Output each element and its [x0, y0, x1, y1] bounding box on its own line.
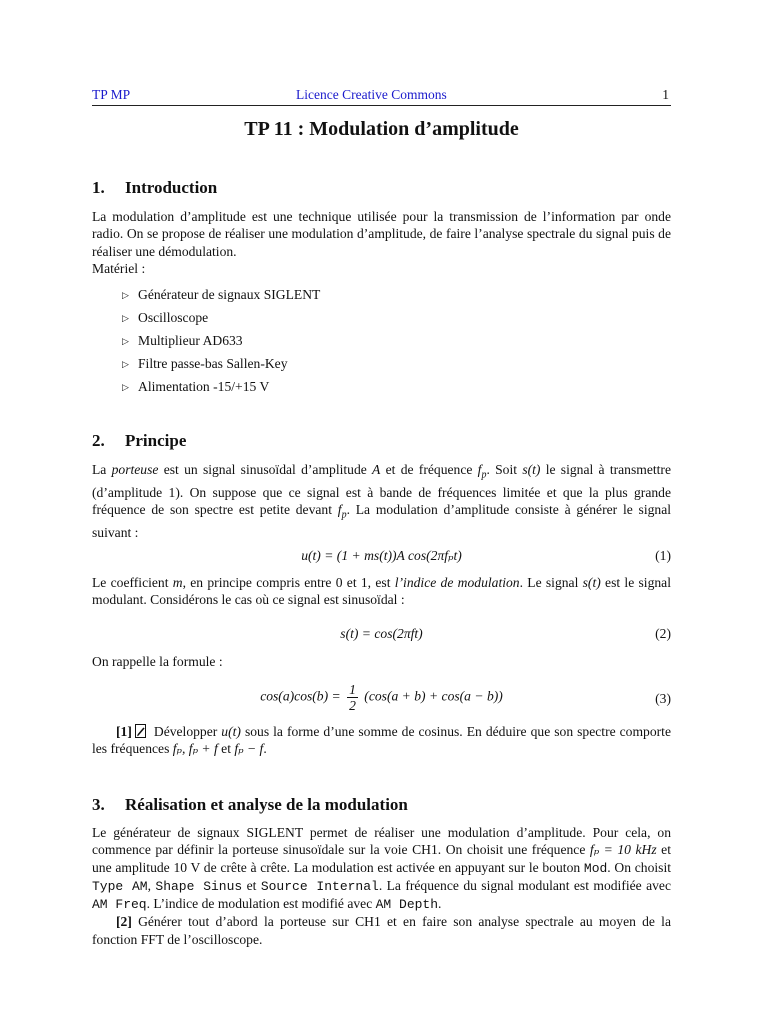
section-number: 3.: [92, 795, 105, 814]
page-title: TP 11 : Modulation d’amplitude: [244, 118, 519, 140]
header-left-link[interactable]: TP MP: [92, 87, 131, 102]
principe-paragraph-1: La porteuse est un signal sinusoïdal d’amplitude A et de fréquence $f_p$. Soit s(t) le signal à transmettre (d’amplitude 1). On suppose que ce signal est à bande de fréquences limitée et que la plus grande fréquence de son spectre est petite devant $f_p$. La modulation d’amplitude consiste à générer le signal suivant :: [92, 462, 672, 541]
section-title: Introduction: [125, 178, 218, 197]
principe-paragraph-2: Le coefficient m, en principe compris entre 0 et 1, est l’indice de modulation. Le signal s(t) est le signal modulant. Considérons le cas où ce signal est sinusoïdal :: [92, 575, 671, 608]
header-divider: [92, 105, 671, 106]
porteuse-term: porteuse: [111, 462, 159, 477]
modulation-index-term: l’indice de modulation: [394, 575, 520, 590]
list-item: ▷ Alimentation -15/+15 V: [122, 379, 270, 394]
list-item: ▷ Générateur de signaux SIGLENT: [122, 287, 321, 302]
fraction-one-half: $\frac{1}{2}$: [349, 682, 356, 713]
equation-2: [92, 626, 671, 648]
section-title: Réalisation et analyse de la modulation: [125, 795, 408, 814]
section-number: 2.: [92, 431, 105, 450]
materiel-list: [122, 286, 320, 401]
page-number: 1: [662, 87, 669, 102]
mod-button-ref: Mod: [583, 860, 608, 876]
triangle-bullet-icon: ▷: [122, 382, 129, 392]
section-heading-principe: [92, 431, 186, 451]
section-title: Principe: [125, 431, 187, 450]
section-heading-realisation: [92, 795, 408, 815]
equation-1: [92, 548, 671, 570]
realisation-paragraph: Le générateur de signaux SIGLENT permet de réaliser une modulation d’amplitude. Pour cela, on commence par définir la porteuse sinusoïdale sur la voie CH1. On choisit une fréquence fₚ = 10 kHz et une amplitude 10 V de crête à crête. La modulation est activée en appuyant sur le bouton Mod. On choisit Type AM, Shape Sinus et Source Internal. La fréquence du signal modulant est modifiée avec AM Freq. L’indice de modulation est modifié avec AM Depth. [2] Générer tout d’abord la porteuse sur CH1 et en faire son analyse spectrale au moyen de la fonction FFT de l’oscilloscope.: [92, 825, 671, 947]
list-item: ▷ Oscilloscope: [122, 310, 209, 325]
materiel-label: Matériel :: [92, 260, 146, 276]
triangle-bullet-icon: ▷: [122, 313, 129, 323]
section-number: 1.: [92, 178, 105, 197]
question-2: [2] Générer tout d’abord la porteuse sur CH1 et en faire son analyse spectrale au moyen de la fonction FFT de l’oscilloscope.: [92, 914, 671, 947]
equation-3: [92, 682, 671, 716]
header-license-link[interactable]: Licence Creative Commons: [296, 87, 447, 102]
equation-body: cos(a)cos(b) = $\frac{1}{2}$ (cos(a + b) + cos(a − b)): [260, 682, 503, 713]
equation-number: (2): [655, 626, 671, 641]
section-heading-introduction: [92, 178, 217, 198]
list-item: ▷ Filtre passe-bas Sallen-Key: [122, 356, 288, 371]
equation-body: s(t) = cos(2πft): [340, 626, 423, 641]
pencil-note-icon: [135, 724, 147, 738]
question-1: [1] Développer u(t) sous la forme d’une somme de cosinus. En déduire que son spectre comporte les fréquences fₚ, fₚ + f et fₚ − f.: [92, 724, 671, 757]
principe-paragraph-3: On rappelle la formule :: [92, 654, 223, 669]
equation-number: (3): [655, 691, 671, 706]
question-label: [1]: [116, 724, 132, 739]
equation-number: (1): [655, 548, 671, 563]
intro-paragraph: [92, 208, 671, 277]
intro-text: La modulation d’amplitude est une technique utilisée pour la transmission de l’information par onde radio. On se propose de réaliser une modulation d’amplitude, de faire l’analyse spectrale du signal puis de réaliser une démodulation.: [92, 209, 671, 259]
equation-body: u(t) = (1 + ms(t))A cos(2πfₚt): [301, 548, 462, 563]
list-item: ▷ Multiplieur AD633: [122, 333, 243, 348]
triangle-bullet-icon: ▷: [122, 359, 129, 369]
page-header: [92, 87, 671, 105]
triangle-bullet-icon: ▷: [122, 336, 129, 346]
question-label: [2]: [116, 914, 132, 930]
triangle-bullet-icon: ▷: [122, 290, 129, 300]
